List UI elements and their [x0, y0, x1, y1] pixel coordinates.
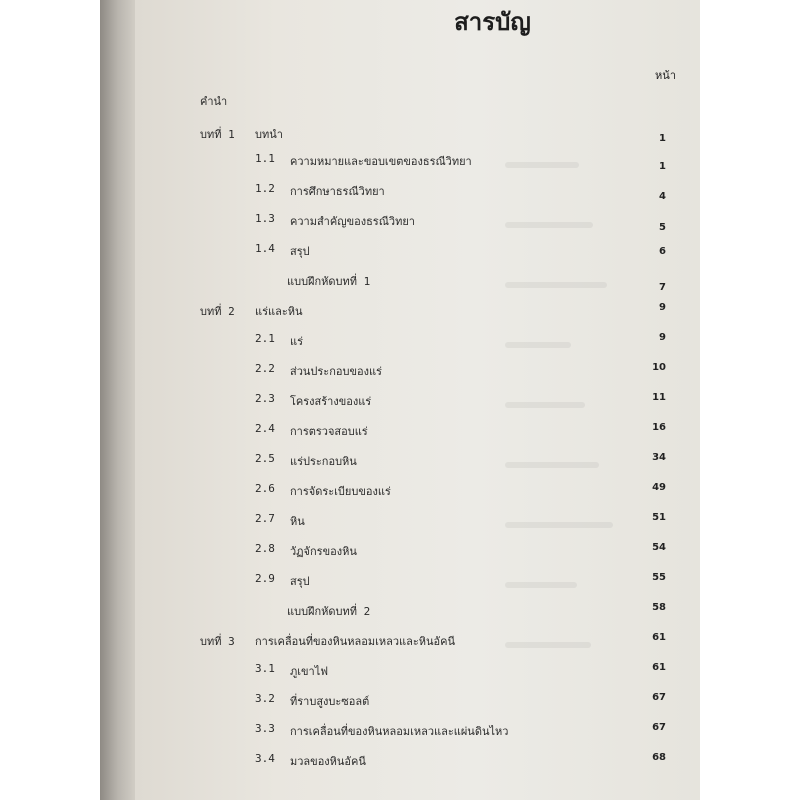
toc-entry-number: 1.3: [255, 212, 275, 225]
toc-entry-number: 2.9: [255, 572, 275, 585]
toc-entry: [135, 722, 700, 738]
toc-entry-label: สรุป: [290, 245, 310, 258]
book-spine-shadow: [100, 0, 140, 800]
toc-entry-label: การศึกษาธรณีวิทยา: [290, 185, 385, 198]
toc-entry: [135, 482, 700, 498]
toc-entry-number: 1.1: [255, 152, 275, 165]
toc-entry-label: คำนำ: [200, 95, 228, 108]
toc-entry-number: 1.2: [255, 182, 275, 195]
toc-entry: [135, 242, 700, 258]
toc-entry-label: ความสำคัญของธรณีวิทยา: [290, 215, 415, 228]
toc-entry-label: สรุป: [290, 575, 310, 588]
paper-texture-mark: [505, 582, 577, 588]
toc-entry-page: 1: [659, 161, 666, 172]
toc-entry-number: 2.6: [255, 482, 275, 495]
toc-entry-label: โครงสร้างของแร่: [290, 395, 372, 408]
paper-texture-mark: [505, 642, 591, 648]
toc-entry-page: 61: [652, 632, 666, 643]
toc-entry-page: 68: [652, 752, 666, 763]
toc-entry: [135, 332, 700, 348]
toc-entry: [135, 152, 700, 172]
toc-entry-page: 1: [659, 133, 666, 144]
page-title: สารบัญ: [454, 8, 531, 36]
book-page: [135, 0, 700, 800]
toc-entry-page: 10: [652, 362, 666, 373]
toc-entry-number: 2.3: [255, 392, 275, 405]
toc-entry-number: 3.1: [255, 662, 275, 675]
toc-entry-number: 2.4: [255, 422, 275, 435]
toc-entry: [135, 692, 700, 708]
toc-entry-page: 54: [652, 542, 666, 553]
toc-entry-number: 2.5: [255, 452, 275, 465]
toc-entry-label: การเคลื่อนที่ของหินหลอมเหลวและหินอัคนี: [255, 635, 456, 648]
toc-entry-label: แร่ประกอบหิน: [290, 455, 357, 468]
toc-entry-number: 2.8: [255, 542, 275, 555]
toc-entry: [135, 512, 700, 528]
toc-entry-page: 58: [652, 602, 666, 613]
toc-entry-label: การเคลื่อนที่ของหินหลอมเหลวและแผ่นดินไหว: [290, 725, 509, 738]
toc-entry-number: 3.4: [255, 752, 275, 765]
toc-entry-page: 9: [659, 302, 666, 313]
toc-entry: [135, 662, 700, 678]
toc-entry: [135, 362, 700, 378]
toc-entry-page: 7: [659, 282, 666, 293]
toc-entry: [135, 542, 700, 558]
toc-entry-label: ภูเขาไฟ: [290, 665, 329, 678]
toc-entry-page: 51: [652, 512, 666, 523]
toc-entry: [135, 125, 700, 144]
toc-entry-page: 67: [652, 722, 666, 733]
toc-entry-page: 16: [652, 422, 666, 433]
toc-entry: [135, 452, 700, 468]
toc-entry: [135, 632, 700, 648]
toc-entry-label: แบบฝึกหัดบทที่ 1: [287, 275, 371, 288]
toc-entry-label: มวลของหินอัคนี: [290, 755, 366, 768]
toc-entry-label: แบบฝึกหัดบทที่ 2: [287, 605, 371, 618]
toc-entry: [135, 212, 700, 233]
toc-entry-label: ความหมายและขอบเขตของธรณีวิทยา: [290, 155, 472, 168]
toc-entry-number: บทที่ 3: [200, 635, 235, 648]
paper-texture-mark: [505, 162, 579, 168]
paper-texture-mark: [505, 342, 571, 348]
toc-entry-number: 2.1: [255, 332, 275, 345]
toc-entry-page: 49: [652, 482, 666, 493]
toc-entry: [135, 302, 700, 318]
toc-entry-number: 2.2: [255, 362, 275, 375]
toc-entry-label: แร่และหิน: [255, 305, 303, 318]
toc-entry: [135, 392, 700, 408]
toc-entry-page: 55: [652, 572, 666, 583]
toc-entry: [135, 182, 700, 202]
toc-entry-page: 9: [659, 332, 666, 343]
toc-entry-label: บทนำ: [255, 128, 283, 141]
toc-entry: [135, 272, 700, 293]
toc-entry-label: ที่ราบสูงบะซอลต์: [290, 695, 370, 708]
toc-entry-number: บทที่ 2: [200, 305, 235, 318]
toc-entry-label: การตรวจสอบแร่: [290, 425, 368, 438]
toc-entry-label: ส่วนประกอบของแร่: [290, 365, 382, 378]
toc-entry-label: การจัดระเบียบของแร่: [290, 485, 391, 498]
toc-entry-page: 11: [652, 392, 666, 403]
toc-entry-page: 67: [652, 692, 666, 703]
toc-entry-label: วัฏจักรของหิน: [290, 545, 357, 558]
toc-entry: [135, 602, 700, 618]
toc-entry-page: 34: [652, 452, 666, 463]
paper-texture-mark: [505, 522, 613, 528]
toc-entry-page: 4: [659, 191, 666, 202]
toc-entry-page: 6: [659, 246, 666, 257]
toc-entry-number: 1.4: [255, 242, 275, 255]
paper-texture-mark: [505, 282, 607, 288]
toc-entry: [135, 572, 700, 588]
page-column-header: หน้า: [655, 69, 676, 82]
paper-texture-mark: [505, 402, 585, 408]
toc-entry-label: แร่: [290, 335, 303, 348]
toc-entry-page: 5: [659, 222, 666, 233]
toc-entry: [135, 92, 700, 108]
paper-texture-mark: [505, 462, 599, 468]
paper-texture-mark: [505, 222, 593, 228]
toc-entry-page: 61: [652, 662, 666, 673]
toc-entry: [135, 752, 700, 768]
toc-entry-label: หิน: [290, 515, 305, 528]
background-margin: [700, 0, 800, 800]
toc-entry-number: 2.7: [255, 512, 275, 525]
toc-entry-number: 3.3: [255, 722, 275, 735]
toc-entry: [135, 422, 700, 438]
toc-entry-number: 3.2: [255, 692, 275, 705]
toc-entry-number: บทที่ 1: [200, 128, 235, 141]
